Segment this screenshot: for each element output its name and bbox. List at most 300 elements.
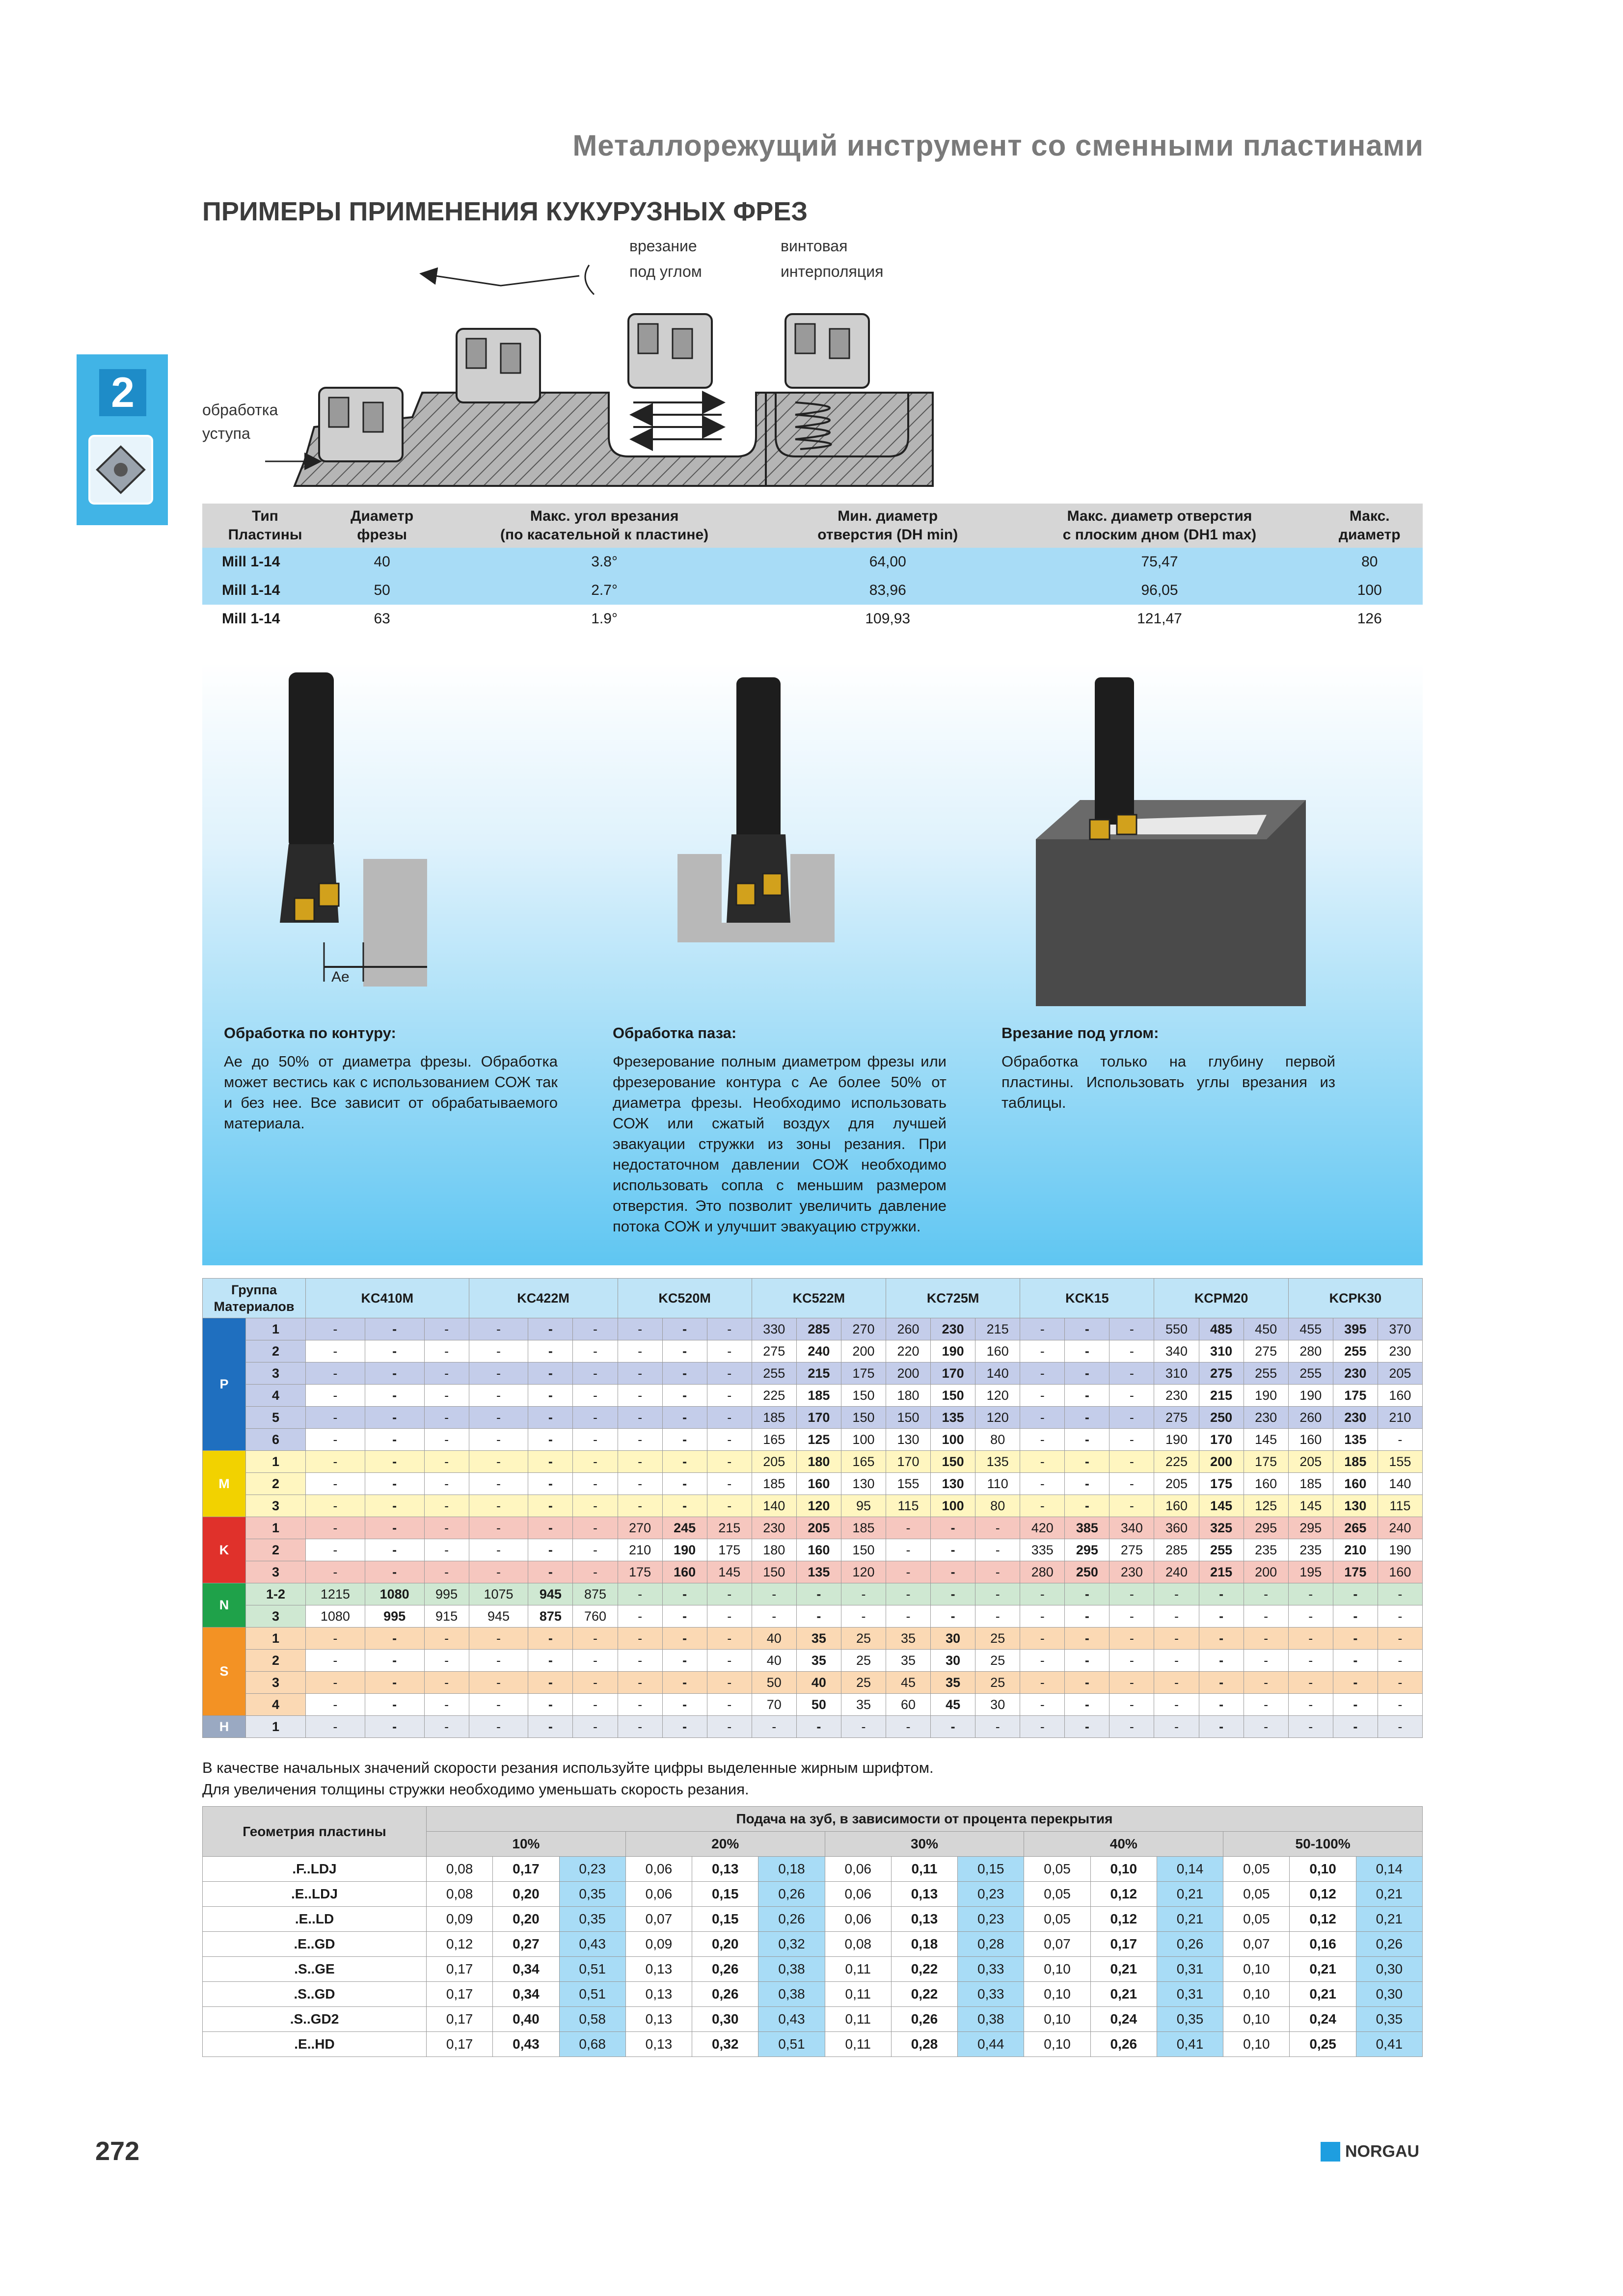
feed-header-geometry: Геометрия пластины xyxy=(203,1807,427,1857)
feed-cell: 0,10 xyxy=(1024,1957,1090,1982)
speed-cell: 175 xyxy=(618,1561,662,1583)
speed-cell: - xyxy=(1154,1694,1199,1716)
cutter-shoulder xyxy=(319,388,403,461)
speed-cell: 175 xyxy=(1244,1451,1288,1473)
speed-cell: 295 xyxy=(1288,1517,1333,1539)
speed-cell: - xyxy=(306,1495,365,1517)
speed-row xyxy=(203,1429,1423,1451)
speed-cell: - xyxy=(1020,1407,1065,1429)
speed-cell: 25 xyxy=(975,1628,1020,1650)
speed-row xyxy=(203,1605,1423,1628)
speed-row xyxy=(203,1539,1423,1561)
cutter-plunge xyxy=(628,314,722,439)
feed-percent-header: 40% xyxy=(1024,1832,1223,1857)
speed-cell: 160 xyxy=(1154,1495,1199,1517)
speed-cell: - xyxy=(1378,1583,1422,1605)
feed-cell: 0,68 xyxy=(559,2032,625,2057)
speed-cell: 145 xyxy=(1244,1429,1288,1451)
speed-cell: - xyxy=(1109,1407,1154,1429)
speed-cell: 145 xyxy=(707,1561,752,1583)
speed-cell: - xyxy=(306,1694,365,1716)
speed-cell: 150 xyxy=(841,1385,886,1407)
spec-header-max-hole: Макс. диаметр отверстия с плоским дном (DH1 max) xyxy=(1002,504,1316,548)
feed-cell: 0,35 xyxy=(1356,2007,1422,2032)
speed-cell: - xyxy=(365,1340,424,1362)
speed-cell: 180 xyxy=(886,1385,931,1407)
feed-cell: 0,34 xyxy=(493,1982,559,2007)
feed-cell: 0,41 xyxy=(1356,2032,1422,2057)
speed-cell: - xyxy=(1065,1628,1109,1650)
speed-cell: - xyxy=(662,1385,707,1407)
speed-cell: - xyxy=(1065,1605,1109,1628)
speed-cell: - xyxy=(424,1362,469,1385)
speed-cell: 180 xyxy=(796,1451,841,1473)
speed-cell: - xyxy=(886,1539,931,1561)
speed-cell: - xyxy=(306,1716,365,1738)
grade-header: KC725M xyxy=(886,1279,1020,1318)
feed-cell: 0,23 xyxy=(559,1857,625,1882)
feed-cell: 0,13 xyxy=(692,1857,758,1882)
speed-cell: 110 xyxy=(975,1473,1020,1495)
speed-cell: - xyxy=(1020,1495,1065,1517)
feed-cell: 0,10 xyxy=(1290,1857,1356,1882)
feed-cell: 0,07 xyxy=(1024,1932,1090,1957)
speed-cell: - xyxy=(931,1517,975,1539)
insert-geometry: .S..GD2 xyxy=(203,2007,427,2032)
speed-cell: - xyxy=(424,1561,469,1583)
speed-cell: - xyxy=(707,1650,752,1672)
feed-cell: 0,26 xyxy=(1356,1932,1422,1957)
speed-cell: 45 xyxy=(886,1672,931,1694)
speed-cell: 340 xyxy=(1109,1517,1154,1539)
speed-cell: 175 xyxy=(841,1362,886,1385)
speed-cell: - xyxy=(1109,1650,1154,1672)
speed-cell: 25 xyxy=(975,1672,1020,1694)
speed-cell: - xyxy=(469,1318,528,1340)
speed-cell: - xyxy=(573,1429,618,1451)
speed-cell: - xyxy=(662,1407,707,1429)
speed-cell: - xyxy=(528,1407,573,1429)
material-subgroup: 2 xyxy=(246,1340,306,1362)
speed-cell: - xyxy=(1065,1318,1109,1340)
feed-percent-header: 10% xyxy=(427,1832,626,1857)
material-subgroup: 3 xyxy=(246,1362,306,1385)
speed-cell: - xyxy=(306,1517,365,1539)
speed-cell: - xyxy=(1288,1716,1333,1738)
feed-cell: 0,11 xyxy=(825,2032,891,2057)
spec-table xyxy=(202,504,1423,633)
speed-cell: - xyxy=(1333,1672,1378,1694)
speed-cell: 35 xyxy=(886,1650,931,1672)
speed-cell: - xyxy=(618,1385,662,1407)
feed-cell: 0,22 xyxy=(891,1982,957,2007)
feed-cell: 0,20 xyxy=(493,1907,559,1932)
speed-cell: - xyxy=(528,1451,573,1473)
speed-cell: - xyxy=(662,1473,707,1495)
speed-cell: - xyxy=(1020,1429,1065,1451)
speed-cell: - xyxy=(365,1385,424,1407)
speed-cell: 140 xyxy=(752,1495,796,1517)
speed-cell: 330 xyxy=(752,1318,796,1340)
feed-cell: 0,12 xyxy=(1290,1907,1356,1932)
feed-cell: 0,10 xyxy=(1024,1982,1090,2007)
speed-cell: - xyxy=(886,1517,931,1539)
material-group-k: K xyxy=(203,1517,246,1583)
speed-cell: - xyxy=(424,1429,469,1451)
speed-cell: 160 xyxy=(1288,1429,1333,1451)
speed-cell: - xyxy=(707,1605,752,1628)
material-group-p: P xyxy=(203,1318,246,1451)
material-subgroup: 4 xyxy=(246,1385,306,1407)
feed-cell: 0,20 xyxy=(692,1932,758,1957)
feed-cell: 0,13 xyxy=(625,2032,692,2057)
speed-cell: 1215 xyxy=(306,1583,365,1605)
speed-cell: 165 xyxy=(841,1451,886,1473)
speed-cell: - xyxy=(528,1672,573,1694)
speed-cell: - xyxy=(931,1605,975,1628)
speed-cell: - xyxy=(975,1539,1020,1561)
speed-cell: 230 xyxy=(1109,1561,1154,1583)
speed-cell: - xyxy=(469,1340,528,1362)
speed-cell: - xyxy=(306,1340,365,1362)
speed-cell: 150 xyxy=(931,1385,975,1407)
speed-cell: - xyxy=(841,1716,886,1738)
speed-cell: - xyxy=(618,1605,662,1628)
speed-cell: - xyxy=(469,1362,528,1385)
speed-cell: - xyxy=(528,1318,573,1340)
speed-cell: - xyxy=(365,1650,424,1672)
speed-cell: - xyxy=(1109,1362,1154,1385)
speed-cell: - xyxy=(618,1694,662,1716)
speed-cell: - xyxy=(306,1650,365,1672)
speed-cell: - xyxy=(1199,1716,1244,1738)
feed-cell: 0,09 xyxy=(625,1932,692,1957)
speed-cell: - xyxy=(975,1583,1020,1605)
speed-cell: 335 xyxy=(1020,1539,1065,1561)
spec-header-diameter: Диаметр фрезы xyxy=(328,504,436,548)
speed-cell: 170 xyxy=(931,1362,975,1385)
speed-cell: 25 xyxy=(975,1650,1020,1672)
spec-cell: 121,47 xyxy=(1002,605,1316,633)
speed-header-group-label: Группа Материалов xyxy=(214,1282,295,1314)
feed-cell: 0,34 xyxy=(493,1957,559,1982)
speed-cell: - xyxy=(886,1605,931,1628)
speed-cell: - xyxy=(796,1583,841,1605)
speed-cell: - xyxy=(528,1495,573,1517)
feed-cell: 0,06 xyxy=(625,1882,692,1907)
feed-cell: 0,13 xyxy=(625,1957,692,1982)
speed-cell: - xyxy=(469,1716,528,1738)
feed-per-tooth-table xyxy=(202,1806,1423,2057)
feed-cell: 0,11 xyxy=(825,1982,891,2007)
speed-cell: 150 xyxy=(931,1451,975,1473)
speed-cell: 145 xyxy=(1288,1495,1333,1517)
feed-cell: 0,14 xyxy=(1157,1857,1223,1882)
feed-cell: 0,51 xyxy=(559,1982,625,2007)
speed-cell: 120 xyxy=(975,1385,1020,1407)
feed-cell: 0,17 xyxy=(493,1857,559,1882)
speed-cell: 40 xyxy=(796,1672,841,1694)
speed-cell: 190 xyxy=(1244,1385,1288,1407)
speed-cell: 760 xyxy=(573,1605,618,1628)
speed-cell: 190 xyxy=(1288,1385,1333,1407)
speed-cell: - xyxy=(931,1561,975,1583)
speed-cell: - xyxy=(618,1628,662,1650)
feed-cell: 0,35 xyxy=(1157,2007,1223,2032)
grade-header: KCK15 xyxy=(1020,1279,1154,1318)
speed-cell: - xyxy=(528,1561,573,1583)
speed-cell: - xyxy=(306,1429,365,1451)
feed-cell: 0,09 xyxy=(427,1907,493,1932)
speed-cell: 215 xyxy=(796,1362,841,1385)
speed-row xyxy=(203,1362,1423,1385)
speed-header-group xyxy=(203,1279,306,1318)
speed-cell: - xyxy=(365,1694,424,1716)
feed-cell: 0,31 xyxy=(1157,1957,1223,1982)
speed-cell: 30 xyxy=(975,1694,1020,1716)
speed-cell: 135 xyxy=(975,1451,1020,1473)
speed-cell: - xyxy=(573,1716,618,1738)
speed-cell: 155 xyxy=(1378,1451,1422,1473)
speed-cell: - xyxy=(469,1473,528,1495)
feed-row xyxy=(203,1957,1423,1982)
speed-cell: 225 xyxy=(1154,1451,1199,1473)
speed-cell: 255 xyxy=(1244,1362,1288,1385)
speed-cell: - xyxy=(931,1716,975,1738)
feed-header-title: Подача на зуб, в зависимости от процента перекрытия xyxy=(427,1807,1423,1832)
speed-cell: 995 xyxy=(365,1605,424,1628)
speed-cell: - xyxy=(365,1672,424,1694)
speed-row xyxy=(203,1340,1423,1362)
speed-cell: - xyxy=(618,1451,662,1473)
speed-cell: - xyxy=(306,1473,365,1495)
feed-cell: 0,06 xyxy=(825,1907,891,1932)
speed-cell: 120 xyxy=(975,1407,1020,1429)
speed-cell: - xyxy=(469,1385,528,1407)
speed-cell: 155 xyxy=(886,1473,931,1495)
feed-cell: 0,05 xyxy=(1024,1907,1090,1932)
speed-cell: - xyxy=(1065,1362,1109,1385)
feed-row xyxy=(203,2032,1423,2057)
speed-cell: 190 xyxy=(1154,1429,1199,1451)
speed-cell: - xyxy=(469,1650,528,1672)
speed-cell: - xyxy=(841,1583,886,1605)
speed-cell: - xyxy=(975,1716,1020,1738)
speed-cell: 130 xyxy=(1333,1495,1378,1517)
speed-cell: - xyxy=(1288,1583,1333,1605)
speed-cell: - xyxy=(1288,1628,1333,1650)
feed-cell: 0,12 xyxy=(1090,1882,1157,1907)
speed-cell: - xyxy=(752,1716,796,1738)
speed-cell: 115 xyxy=(886,1495,931,1517)
speed-cell: - xyxy=(424,1473,469,1495)
speed-cell: - xyxy=(528,1385,573,1407)
speed-cell: - xyxy=(1199,1650,1244,1672)
caption-ramp xyxy=(1001,1023,1335,1113)
feed-cell: 0,17 xyxy=(427,2032,493,2057)
chapter-tab xyxy=(77,354,168,525)
speed-row xyxy=(203,1473,1423,1495)
speed-cell: 175 xyxy=(1333,1385,1378,1407)
speed-cell: - xyxy=(1154,1628,1199,1650)
speed-cell: 210 xyxy=(1333,1539,1378,1561)
feed-cell: 0,17 xyxy=(1090,1932,1157,1957)
speed-cell: 260 xyxy=(886,1318,931,1340)
feed-cell: 0,08 xyxy=(427,1882,493,1907)
feed-cell: 0,31 xyxy=(1157,1982,1223,2007)
material-subgroup: 3 xyxy=(246,1561,306,1583)
speed-cell: - xyxy=(1199,1583,1244,1605)
speed-cell: - xyxy=(528,1340,573,1362)
feed-cell: 0,44 xyxy=(958,2032,1024,2057)
speed-cell: 235 xyxy=(1288,1539,1333,1561)
material-subgroup: 1 xyxy=(246,1716,306,1738)
label-helical-line1: винтовая xyxy=(781,237,848,255)
speed-cell: 60 xyxy=(886,1694,931,1716)
speed-cell: 160 xyxy=(1378,1385,1422,1407)
material-group-n: N xyxy=(203,1583,246,1628)
speed-cell: - xyxy=(573,1495,618,1517)
feed-cell: 0,43 xyxy=(559,1932,625,1957)
speed-cell: - xyxy=(841,1605,886,1628)
speed-cell: - xyxy=(365,1517,424,1539)
speed-cell: 205 xyxy=(1288,1451,1333,1473)
cutter-ramp xyxy=(457,329,540,402)
speed-cell: 275 xyxy=(1244,1340,1288,1362)
speed-cell: - xyxy=(707,1694,752,1716)
speed-cell: - xyxy=(1109,1451,1154,1473)
speed-cell: - xyxy=(1020,1385,1065,1407)
speed-cell: - xyxy=(1199,1628,1244,1650)
speed-cell: 370 xyxy=(1378,1318,1422,1340)
speed-cell: 310 xyxy=(1154,1362,1199,1385)
speed-cell: 125 xyxy=(796,1429,841,1451)
speed-cell: - xyxy=(469,1672,528,1694)
feed-cell: 0,10 xyxy=(1024,2032,1090,2057)
feed-cell: 0,38 xyxy=(758,1957,825,1982)
feed-cell: 0,24 xyxy=(1290,2007,1356,2032)
speed-cell: - xyxy=(886,1561,931,1583)
feed-cell: 0,26 xyxy=(1157,1932,1223,1957)
material-group-m: M xyxy=(203,1451,246,1517)
speed-cell: - xyxy=(1288,1694,1333,1716)
brand-square-icon xyxy=(1321,2142,1340,2162)
speed-cell: - xyxy=(707,1672,752,1694)
speed-cell: - xyxy=(1288,1650,1333,1672)
speed-cell: 50 xyxy=(752,1672,796,1694)
speed-cell: - xyxy=(528,1716,573,1738)
feed-cell: 0,10 xyxy=(1223,1957,1290,1982)
speed-cell: 185 xyxy=(752,1407,796,1429)
feed-cell: 0,26 xyxy=(692,1982,758,2007)
speed-row xyxy=(203,1650,1423,1672)
spec-header-type: Тип Пластины xyxy=(202,504,328,548)
speed-cell: - xyxy=(975,1605,1020,1628)
feed-cell: 0,28 xyxy=(891,2032,957,2057)
feed-cell: 0,21 xyxy=(1356,1882,1422,1907)
feed-cell: 0,06 xyxy=(825,1857,891,1882)
caption-contour-text: Ae до 50% от диаметра фрезы. Обработка может вестись как с использованием СОЖ так и без нее. Все зависит от обрабатываемого материала. xyxy=(224,1053,558,1132)
speed-cell: 265 xyxy=(1333,1517,1378,1539)
speed-cell: 875 xyxy=(528,1605,573,1628)
speed-cell: 255 xyxy=(1199,1539,1244,1561)
speed-cell: 25 xyxy=(841,1672,886,1694)
photo-slot-milling xyxy=(673,667,849,942)
speed-cell: - xyxy=(707,1385,752,1407)
spec-cell: 63 xyxy=(328,605,436,633)
section-title: ПРИМЕРЫ ПРИМЕНЕНИЯ КУКУРУЗНЫХ ФРЕЗ xyxy=(202,197,808,226)
material-subgroup: 1 xyxy=(246,1451,306,1473)
caption-slot xyxy=(613,1023,947,1237)
insert-geometry: .E..HD xyxy=(203,2032,427,2057)
speed-cell: 295 xyxy=(1065,1539,1109,1561)
speed-cell: 125 xyxy=(1244,1495,1288,1517)
feed-cell: 0,13 xyxy=(625,1982,692,2007)
speed-cell: - xyxy=(469,1429,528,1451)
speed-cell: 340 xyxy=(1154,1340,1199,1362)
speed-cell: - xyxy=(662,1495,707,1517)
spec-cell: 96,05 xyxy=(1002,576,1316,605)
speed-cell: - xyxy=(618,1318,662,1340)
speed-cell: 1080 xyxy=(365,1583,424,1605)
speed-cell: 240 xyxy=(1378,1517,1422,1539)
speed-cell: 230 xyxy=(1154,1385,1199,1407)
speed-cell: 275 xyxy=(1199,1362,1244,1385)
speed-cell: - xyxy=(1378,1628,1422,1650)
speed-cell: 40 xyxy=(752,1628,796,1650)
feed-cell: 0,13 xyxy=(891,1882,957,1907)
spec-cell: 3.8° xyxy=(436,548,773,576)
speed-cell: - xyxy=(662,1318,707,1340)
feed-cell: 0,25 xyxy=(1290,2032,1356,2057)
spec-cell: 83,96 xyxy=(773,576,1003,605)
ae-label: Ae xyxy=(331,969,350,985)
speed-cell: - xyxy=(365,1539,424,1561)
speed-cell: - xyxy=(306,1362,365,1385)
speed-cell: - xyxy=(365,1362,424,1385)
speed-row xyxy=(203,1517,1423,1539)
speed-cell: 420 xyxy=(1020,1517,1065,1539)
feed-cell: 0,05 xyxy=(1223,1857,1290,1882)
speed-cell: 255 xyxy=(1333,1340,1378,1362)
feed-cell: 0,28 xyxy=(958,1932,1024,1957)
feed-cell: 0,58 xyxy=(559,2007,625,2032)
feed-cell: 0,17 xyxy=(427,1982,493,2007)
speed-cell: 165 xyxy=(752,1429,796,1451)
feed-cell: 0,23 xyxy=(958,1907,1024,1932)
spec-cell: Mill 1-14 xyxy=(202,605,328,633)
speed-cell: 360 xyxy=(1154,1517,1199,1539)
speed-cell: - xyxy=(1378,1650,1422,1672)
speed-cell: - xyxy=(975,1517,1020,1539)
speed-cell: - xyxy=(662,1451,707,1473)
speed-cell: 280 xyxy=(1288,1340,1333,1362)
feed-cell: 0,41 xyxy=(1157,2032,1223,2057)
speed-cell: 80 xyxy=(975,1429,1020,1451)
speed-cell: - xyxy=(1244,1694,1288,1716)
speed-cell: - xyxy=(618,1473,662,1495)
insert-icon xyxy=(86,433,155,507)
speed-cell: - xyxy=(707,1628,752,1650)
speed-cell: - xyxy=(365,1318,424,1340)
speed-cell: 200 xyxy=(841,1340,886,1362)
speed-cell: 160 xyxy=(662,1561,707,1583)
speed-cell: - xyxy=(1378,1429,1422,1451)
speed-cell: - xyxy=(886,1583,931,1605)
speed-cell: - xyxy=(1333,1605,1378,1628)
speed-cell: - xyxy=(365,1473,424,1495)
spec-cell: 80 xyxy=(1317,548,1423,576)
